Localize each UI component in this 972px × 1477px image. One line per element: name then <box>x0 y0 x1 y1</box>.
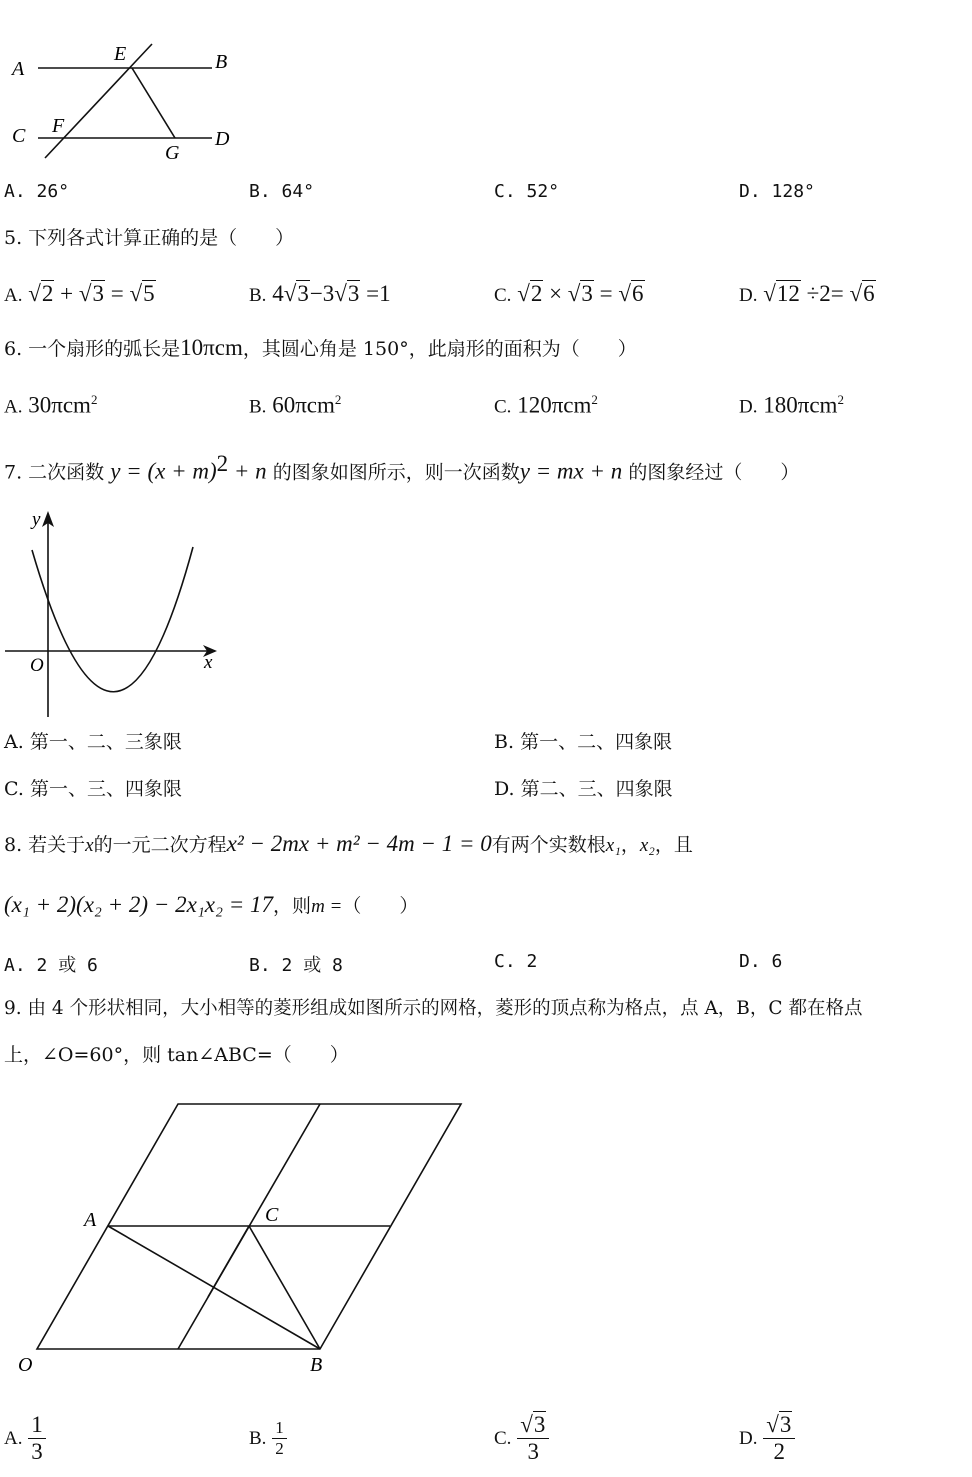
label-e: E <box>114 43 127 65</box>
q4-option-d[interactable]: D. 128° <box>739 181 815 202</box>
label-o: O <box>18 1354 33 1376</box>
q7-option-d[interactable]: D. 第二、三、四象限 <box>494 778 673 800</box>
parabola-curve <box>32 547 193 692</box>
label-b: B <box>215 51 228 73</box>
parallel-lines-figure <box>0 30 250 165</box>
q4-option-c[interactable]: C. 52° <box>494 181 560 202</box>
fraction: $\frac{√3}{2}$ <box>763 1412 795 1465</box>
q5-option-a[interactable]: A. √2 + √3 = √5 <box>4 281 155 306</box>
label-b: B <box>310 1354 323 1376</box>
q8-option-b[interactable]: B. 2 或 8 <box>249 955 343 976</box>
q4-option-a[interactable]: A. 26° <box>4 181 70 202</box>
q6-option-a[interactable]: A. 30πcm$^2$ <box>4 392 98 418</box>
q8-stem-line1: 8. 若关于x的一元二次方程x² − 2mx + m² − 4m − 1 = 0有两个实数根x₁，x₂，且 <box>4 831 693 856</box>
origin-label: O <box>30 655 44 676</box>
q7-option-a[interactable]: A. 第一、二、三象限 <box>4 731 182 753</box>
q5-option-c[interactable]: C. √2 × √3 = √6 <box>494 281 644 306</box>
fraction: $\frac{1}{3}$ <box>28 1412 46 1465</box>
x-label: x <box>204 652 213 673</box>
q9-option-a[interactable]: A. $\frac{1}{3}$ <box>4 1412 46 1465</box>
q6-stem: 6. 一个扇形的弧长是10πcm，其圆心角是 150°，此扇形的面积为（ ） <box>4 335 637 360</box>
q9-option-d[interactable]: D. $\frac{√3}{2}$ <box>739 1412 795 1465</box>
label-c: C <box>265 1204 279 1226</box>
fraction: $\frac{1}{2}$ <box>272 1418 287 1459</box>
y-label: y <box>32 509 41 530</box>
segment-eg <box>132 68 175 138</box>
label-d: D <box>215 128 230 150</box>
q6-option-b[interactable]: B. 60πcm$^2$ <box>249 392 342 418</box>
segment-cb <box>249 1226 320 1349</box>
transversal-ef <box>45 44 152 158</box>
fraction: $\frac{√3}{3}$ <box>517 1412 549 1465</box>
q9-stem-line2: 上，∠O=60°，则 tan∠ABC=（ ） <box>4 1044 349 1066</box>
q9-stem-line1: 9. 由 4 个形状相同，大小相等的菱形组成如图所示的网格，菱形的顶点称为格点，点 A，B，C 都在格点 <box>4 998 863 1019</box>
q5-option-d[interactable]: D. √12 ÷2= √6 <box>739 281 875 306</box>
q8-option-a[interactable]: A. 2 或 6 <box>4 955 98 976</box>
label-c: C <box>12 125 26 147</box>
q7-option-b[interactable]: B. 第一、二、四象限 <box>494 731 673 753</box>
q8-option-c[interactable]: C. 2 <box>494 951 538 972</box>
q8-stem-line2: (x₁ + 2)(x₂ + 2) − 2x₁x₂ = 17，则m =（ ） <box>4 892 419 917</box>
q9-option-c[interactable]: C. $\frac{√3}{3}$ <box>494 1412 549 1465</box>
label-a: A <box>84 1209 97 1231</box>
q7-option-c[interactable]: C. 第一、三、四象限 <box>4 778 182 800</box>
q8-option-d[interactable]: D. 6 <box>739 951 783 972</box>
rhombus-grid-figure <box>0 1090 480 1385</box>
q7-stem: 7. 二次函数 $y = (x + m)^2 + n$ 的图象如图所示，则一次函数y = mx + n 的图象经过（ ） <box>4 451 800 484</box>
label-g: G <box>165 142 180 164</box>
label-f: F <box>52 115 65 137</box>
q6-option-d[interactable]: D. 180πcm$^2$ <box>739 392 844 418</box>
parabola-graph <box>0 505 230 720</box>
q5-stem: 5. 下列各式计算正确的是（ ） <box>4 227 295 249</box>
label-a: A <box>12 58 25 80</box>
q6-option-c[interactable]: C. 120πcm$^2$ <box>494 392 598 418</box>
q5-option-b[interactable]: B. 4√3−3√3 =1 <box>249 281 391 306</box>
q4-option-b[interactable]: B. 64° <box>249 181 315 202</box>
segment-c-left <box>208 1226 249 1297</box>
q9-option-b[interactable]: B. $\frac{1}{2}$ <box>249 1418 287 1459</box>
